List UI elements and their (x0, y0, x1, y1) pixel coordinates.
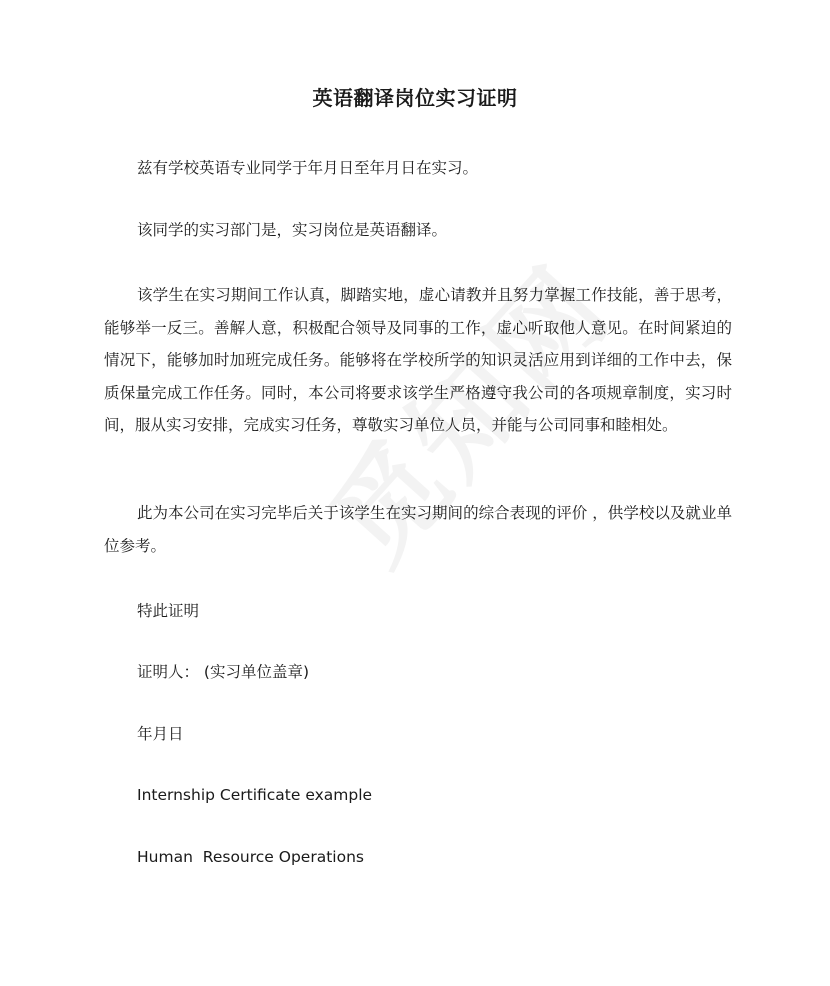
paragraph-evaluation: 此为本公司在实习完毕后关于该学生在实习期间的综合表现的评价 ，供学校以及就业单位参考。 (104, 504, 732, 555)
paragraph-department: 该同学的实习部门是，实习岗位是英语翻译。 (137, 221, 448, 239)
english-caption-2: Human Resource Operations (137, 848, 364, 866)
date-line: 年月日 (137, 725, 184, 743)
closing-text: 特此证明 (137, 602, 200, 620)
paragraph-performance: 该学生在实习期间工作认真，脚踏实地，虚心请教并且努力掌握工作技能，善于思考，能够举一反三。善解人意，积极配合领导及同事的工作，虚心听取他人意见。在时间紧迫的情况下，能够加时加班完成任务。能够将在学校所学的知识灵活应用到详细的工作中去，保质保量完成工作任务。同时，本公司将要求该学生严格遵守我公司的各项规章制度，实习时间，服从实习安排，完成实习任务，尊敬实习单位人员，并能与公司同事和睦相处。 (104, 286, 732, 434)
certifier-line: 证明人： (实习单位盖章) (137, 663, 310, 681)
document-title: 英语翻译岗位实习证明 (312, 86, 518, 110)
english-caption-1: Internship Certificate example (137, 786, 373, 804)
paragraph-internship-dates: 兹有学校英语专业同学于年月日至年月日在实习。 (137, 159, 479, 177)
